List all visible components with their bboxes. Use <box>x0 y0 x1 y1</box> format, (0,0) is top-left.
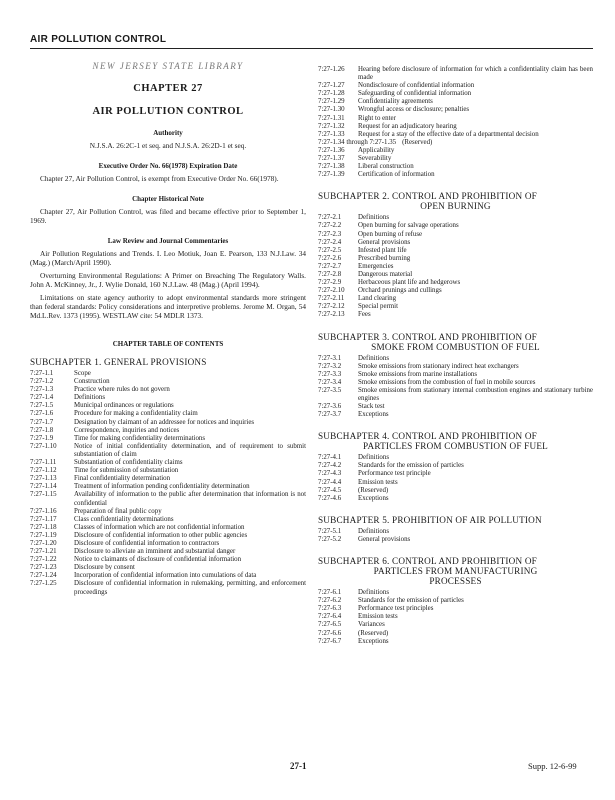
toc-entry <box>318 214 593 222</box>
section-number: 7:27-1.24 <box>30 572 57 580</box>
historical-note-heading: Chapter Historical Note <box>132 195 204 203</box>
toc-entry <box>318 371 593 379</box>
subchapter-3-heading <box>318 332 593 352</box>
toc-entry <box>318 495 593 503</box>
subchapter-6-heading <box>318 556 593 586</box>
section-number: 7:27-1.18 <box>30 523 57 531</box>
section-title: Scope <box>74 370 91 377</box>
toc-entry <box>318 605 593 613</box>
section-number: 7:27-2.1 <box>318 214 342 222</box>
section-number: 7:27-6.2 <box>318 597 342 605</box>
section-number: 7:27-6.3 <box>318 605 342 613</box>
toc-entry <box>318 163 593 171</box>
section-number: 7:27-1.39 <box>318 171 345 179</box>
toc-entry <box>318 470 593 478</box>
toc-entry <box>318 630 593 638</box>
subchapter-5-list <box>318 528 593 544</box>
authority-heading: Authority <box>153 129 183 137</box>
section-number: 7:27-3.2 <box>318 362 342 370</box>
subchapter-2-heading-line: SUBCHAPTER 2. CONTROL AND PROHIBITION OF <box>318 191 537 202</box>
section-number: 7:27-2.2 <box>318 222 342 230</box>
subchapter-2-list <box>318 214 593 319</box>
section-number: 7:27-1.30 <box>318 106 345 114</box>
toc-entry <box>30 483 306 491</box>
toc-entry <box>318 98 593 106</box>
toc-entry <box>318 479 593 487</box>
toc-entry <box>318 115 593 123</box>
section-number: 7:27-2.12 <box>318 303 345 311</box>
toc-entry <box>30 556 306 564</box>
toc-entry <box>318 597 593 605</box>
section-number: 7:27-2.6 <box>318 254 342 262</box>
section-title: Time for making confidentiality determinations <box>74 434 206 442</box>
section-title: Exceptions <box>358 637 389 645</box>
section-title: Correspondence, inquiries and notices <box>74 426 180 434</box>
authority-text: N.J.S.A. 26:2C-1 et seq. and N.J.S.A. 26:2D-1 et seq. <box>89 141 247 150</box>
section-number: 7:27-1.37 <box>318 155 345 163</box>
section-title: Severability <box>358 155 392 163</box>
left-column <box>30 58 306 597</box>
section-number: 7:27-4.5 <box>318 486 342 494</box>
section-title: General provisions <box>358 535 411 543</box>
right-column <box>318 58 593 646</box>
toc-entry <box>30 410 306 418</box>
toc-entry <box>318 255 593 263</box>
section-title: Treatment of information pending confidentiality determination <box>74 483 250 491</box>
section-number: 7:27-1.10 <box>30 442 57 450</box>
toc-entry <box>30 402 306 410</box>
section-number: 7:27-2.3 <box>318 230 342 238</box>
toc-entry <box>318 247 593 255</box>
section-number: 7:27-1.31 <box>318 114 345 122</box>
section-title: Confidentiality agreements <box>358 98 433 106</box>
section-title: Request for an adjudicatory hearing <box>358 122 457 130</box>
toc-entry <box>318 90 593 98</box>
section-title: Safeguarding of confidential information <box>358 90 472 98</box>
section-title: Infested plant life <box>358 246 407 254</box>
section-title: Procedure for making a confidentiality claim <box>74 410 198 418</box>
section-title: Standards for the emission of particles <box>358 597 464 605</box>
toc-entry <box>30 427 306 435</box>
section-number: 7:27-1.34 through 7:27-1.35 <box>318 138 397 146</box>
subchapter-6-heading-line: PARTICLES FROM MANUFACTURING <box>373 566 538 577</box>
subchapter-5-heading: SUBCHAPTER 5. PROHIBITION OF AIR POLLUTION <box>318 514 542 525</box>
subchapter-1-continued-list <box>318 66 593 179</box>
section-number: 7:27-1.15 <box>30 491 57 499</box>
toc-entry <box>318 536 593 544</box>
section-number: 7:27-1.1 <box>30 370 54 377</box>
section-title: Performance test principle <box>358 470 431 478</box>
toc-entry <box>318 303 593 311</box>
toc-entry <box>30 419 306 427</box>
subchapter-3-list <box>318 355 593 420</box>
toc-entry <box>30 532 306 540</box>
section-title: Emission tests <box>358 613 398 621</box>
section-number: 7:27-2.8 <box>318 270 342 278</box>
section-title: Class confidentiality determinations <box>74 515 174 523</box>
toc-entry <box>318 638 593 646</box>
section-number: 7:27-3.1 <box>318 354 342 362</box>
toc-entry <box>318 263 593 271</box>
toc-entry <box>318 287 593 295</box>
section-title: Definitions <box>358 589 390 597</box>
section-title: Special permit <box>358 303 398 311</box>
section-number: 7:27-2.10 <box>318 287 345 295</box>
section-title: Definitions <box>358 354 390 362</box>
section-title: Construction <box>74 378 110 386</box>
toc-entry <box>30 524 306 532</box>
section-title: Herbaceous plant life and hedgerows <box>358 279 461 287</box>
section-number: 7:27-2.4 <box>318 238 342 246</box>
toc-entry <box>318 82 593 90</box>
section-number: 7:27-1.2 <box>30 378 54 386</box>
section-title: Hearing before disclosure of information for which a confidentiality claim has been made <box>358 66 593 82</box>
toc-entry <box>30 508 306 516</box>
subchapter-6-heading-line: SUBCHAPTER 6. CONTROL AND PROHIBITION OF <box>318 556 537 567</box>
toc-entry <box>318 589 593 597</box>
toc-entry <box>318 106 593 114</box>
section-title: Preparation of final public copy <box>74 507 162 515</box>
section-number: 7:27-2.5 <box>318 246 342 254</box>
section-title: Emergencies <box>358 262 394 270</box>
section-title: Smoke emissions from stationary indirect heat exchangers <box>358 362 519 370</box>
toc-entry <box>318 231 593 239</box>
law-review-entry: Limitations on state agency authority to adopt environmental standards more stringent than federal standards: Policy considerations and interpretive problems. Jerome M. Organ, 54 Md.L.Rev. 1373 (1995). WESTLAW cite: 54 MDLR 1373. <box>30 293 306 320</box>
section-title: Orchard prunings and cullings <box>358 287 442 295</box>
section-title: Open burning of refuse <box>358 230 423 238</box>
toc-entry <box>318 295 593 303</box>
toc-entry <box>30 580 306 596</box>
section-number: 7:27-1.26 <box>318 66 345 73</box>
section-title: Exceptions <box>358 411 389 419</box>
toc-entry <box>30 467 306 475</box>
running-head: AIR POLLUTION CONTROL <box>30 34 167 45</box>
law-review-entry: Air Pollution Regulations and Trends. I. Leo Motiuk, Joan E. Pearson, 133 N.J.Law. 34 (Mag.) (March/April 1990). <box>30 249 306 267</box>
section-title: Municipal ordinances or regulations <box>74 402 174 410</box>
toc-entry <box>318 131 593 139</box>
subchapter-2-heading-line: OPEN BURNING <box>420 201 491 212</box>
section-number: 7:27-1.23 <box>30 564 57 572</box>
section-title: Right to enter <box>358 114 396 122</box>
section-title: Liberal construction <box>358 163 414 171</box>
toc-entry <box>318 311 593 319</box>
law-review-heading: Law Review and Journal Commentaries <box>107 237 229 245</box>
toc-entry <box>30 491 306 507</box>
exec-order-heading: Executive Order No. 66(1978) Expiration Date <box>98 162 238 170</box>
subchapter-1-heading: SUBCHAPTER 1. GENERAL PROVISIONS <box>30 357 207 367</box>
section-number: 7:27-1.32 <box>318 122 345 130</box>
header-rule <box>30 48 593 49</box>
section-title: Classes of information which are not confidential information <box>74 523 245 531</box>
section-number: 7:27-1.16 <box>30 507 57 515</box>
section-number: 7:27-6.4 <box>318 613 342 621</box>
section-title: Fees <box>358 311 371 319</box>
subchapter-1-list <box>30 370 306 597</box>
section-title: Applicability <box>358 146 395 154</box>
section-number: 7:27-1.3 <box>30 386 54 394</box>
section-number: 7:27-1.20 <box>30 539 57 547</box>
section-number: 7:27-1.4 <box>30 394 54 402</box>
section-number: 7:27-4.6 <box>318 494 342 502</box>
section-title: Disclosure to alleviate an imminent and substantial danger <box>74 548 236 556</box>
section-number: 7:27-5.1 <box>318 527 342 535</box>
toc-entry <box>318 123 593 131</box>
toc-entry <box>30 540 306 548</box>
section-title: Disclosure by consent <box>74 564 135 572</box>
toc-entry <box>30 564 306 572</box>
section-number: 7:27-3.7 <box>318 411 342 419</box>
section-title: Practice where rules do not govern <box>74 386 170 394</box>
toc-entry <box>318 139 593 147</box>
section-number: 7:27-3.3 <box>318 370 342 378</box>
section-number: 7:27-2.9 <box>318 279 342 287</box>
section-title: Designation by claimant of an addressee for notices and inquiries <box>74 418 255 426</box>
section-title: (Reserved) <box>358 486 389 494</box>
chapter-number: CHAPTER 27 <box>133 83 203 94</box>
section-number: 7:27-6.5 <box>318 621 342 629</box>
subchapter-4-heading-line: PARTICLES FROM COMBUSTION OF FUEL <box>363 441 548 452</box>
section-number: 7:27-2.13 <box>318 311 345 319</box>
section-number: 7:27-1.9 <box>30 434 54 442</box>
section-number: 7:27-2.11 <box>318 295 345 303</box>
section-title: Variances <box>358 621 385 629</box>
section-title: Smoke emissions from stationary internal combustion engines and stationary turbine engines <box>358 386 593 402</box>
toc-entry <box>318 271 593 279</box>
toc-entry <box>30 516 306 524</box>
section-title: Dangerous material <box>358 270 413 278</box>
section-number: 7:27-1.12 <box>30 467 57 475</box>
exec-order-text: Chapter 27, Air Pollution Control, is exempt from Executive Order No. 66(1978). <box>40 174 279 183</box>
section-title: (Reserved) <box>402 138 433 146</box>
toc-entry <box>318 222 593 230</box>
section-title: Prescribed burning <box>358 254 411 262</box>
section-number: 7:27-1.11 <box>30 459 57 467</box>
toc-entry <box>318 528 593 536</box>
section-title: Standards for the emission of particles <box>358 462 464 470</box>
section-number: 7:27-1.14 <box>30 483 57 491</box>
section-title: Incorporation of confidential information into cumulations of data <box>74 572 257 580</box>
section-title: Definitions <box>358 527 390 535</box>
section-number: 7:27-1.38 <box>318 163 345 171</box>
section-number: 7:27-3.4 <box>318 378 342 386</box>
supplement-date: Supp. 12-6-99 <box>528 761 577 771</box>
section-number: 7:27-1.21 <box>30 548 57 556</box>
section-number: 7:27-1.5 <box>30 402 54 410</box>
toc-entry <box>30 386 306 394</box>
toc-entry <box>318 155 593 163</box>
toc-title: CHAPTER TABLE OF CONTENTS <box>112 340 224 348</box>
section-title: Disclosure of confidential information to contractors <box>74 539 220 547</box>
section-number: 7:27-1.36 <box>318 146 345 154</box>
chapter-title: AIR POLLUTION CONTROL <box>92 106 244 117</box>
section-title: Substantiation of confidentiality claims <box>74 459 183 467</box>
toc-entry <box>318 387 593 403</box>
section-number: 7:27-1.33 <box>318 130 345 138</box>
toc-entry <box>30 394 306 402</box>
section-number: 7:27-4.4 <box>318 478 342 486</box>
subchapter-4-list <box>318 454 593 503</box>
section-title: Nondisclosure of confidential information <box>358 82 475 90</box>
section-number: 7:27-1.13 <box>30 475 57 483</box>
section-number: 7:27-1.29 <box>318 98 345 106</box>
toc-entry <box>318 613 593 621</box>
section-number: 7:27-1.22 <box>30 556 57 564</box>
toc-entry <box>318 363 593 371</box>
toc-entry <box>30 548 306 556</box>
section-title: Land clearing <box>358 295 397 303</box>
section-title: Availability of information to the public after determination that information is not confidential <box>74 491 306 507</box>
section-title: Smoke emissions from the combustion of fuel in mobile sources <box>358 378 536 386</box>
toc-entry <box>318 487 593 495</box>
toc-entry <box>318 403 593 411</box>
toc-entry <box>30 378 306 386</box>
section-number: 7:27-1.25 <box>30 580 57 588</box>
section-number: 7:27-1.27 <box>318 82 345 90</box>
section-number: 7:27-1.19 <box>30 531 57 539</box>
section-title: Disclosure of confidential information in rulemaking, permitting, and enforcement proceedings <box>74 580 306 596</box>
subchapter-4-heading-line: SUBCHAPTER 4. CONTROL AND PROHIBITION OF <box>318 431 537 442</box>
section-number: 7:27-2.7 <box>318 262 342 270</box>
section-title: Final confidentiality determination <box>74 475 171 483</box>
toc-entry <box>318 411 593 419</box>
library-stamp: NEW JERSEY STATE LIBRARY <box>92 61 244 71</box>
toc-entry <box>30 459 306 467</box>
section-title: Performance test principles <box>358 605 434 613</box>
subchapter-6-heading-line: PROCESSES <box>429 576 482 587</box>
section-title: Time for submission of substantiation <box>74 467 179 475</box>
section-number: 7:27-4.3 <box>318 470 342 478</box>
law-review-entry: Overturning Environmental Regulations: A Primer on Breaching The Regulatory Walls. John A. McKinney, Jr., J. Wylie Donald, 160 N.J.Law. 48 (Mag.) (April 1994). <box>30 271 306 289</box>
section-number: 7:27-6.7 <box>318 637 342 645</box>
section-title: Open burning for salvage operations <box>358 222 459 230</box>
section-title: Smoke emissions from marine installations <box>358 370 478 378</box>
section-number: 7:27-5.2 <box>318 535 342 543</box>
toc-entry <box>318 279 593 287</box>
subchapter-3-heading-line: SUBCHAPTER 3. CONTROL AND PROHIBITION OF <box>318 331 537 342</box>
section-title: Definitions <box>74 394 106 402</box>
section-title: Exceptions <box>358 494 389 502</box>
section-title: Disclosure of confidential information to other public agencies <box>74 531 248 539</box>
subchapter-6-list <box>318 589 593 646</box>
toc-entry <box>318 355 593 363</box>
section-number: 7:27-4.1 <box>318 454 342 462</box>
section-title: (Reserved) <box>358 629 389 637</box>
page-number: 27-1 <box>290 761 307 771</box>
toc-entry <box>318 147 593 155</box>
section-number: 7:27-1.8 <box>30 426 54 434</box>
subchapter-2-heading <box>318 191 593 211</box>
section-title: Definitions <box>358 214 390 222</box>
historical-note-text: Chapter 27, Air Pollution Control, was filed and became effective prior to September 1, 1969. <box>30 207 306 225</box>
section-title: Stack test <box>358 403 385 411</box>
toc-entry <box>30 443 306 459</box>
subchapter-4-heading <box>318 431 593 451</box>
toc-entry <box>30 370 306 378</box>
toc-entry <box>318 171 593 179</box>
section-number: 7:27-1.28 <box>318 90 345 98</box>
section-number: 7:27-1.6 <box>30 410 54 418</box>
section-title: Wrongful access or disclosure; penalties <box>358 106 470 114</box>
section-number: 7:27-1.7 <box>30 418 54 426</box>
toc-entry <box>318 66 593 82</box>
toc-entry <box>30 475 306 483</box>
toc-entry <box>318 621 593 629</box>
section-number: 7:27-1.17 <box>30 515 57 523</box>
toc-entry <box>318 239 593 247</box>
section-title: Notice of initial confidentiality determination, and of requirement to submit substantiation of claim <box>74 442 306 458</box>
section-number: 7:27-4.2 <box>318 462 342 470</box>
section-number: 7:27-3.6 <box>318 403 342 411</box>
section-number: 7:27-6.1 <box>318 589 342 597</box>
section-title: Emission tests <box>358 478 398 486</box>
section-title: Request for a stay of the effective date of a departmental decision <box>358 130 539 138</box>
toc-entry <box>30 435 306 443</box>
section-title: Definitions <box>358 454 390 462</box>
subchapter-3-heading-line: SMOKE FROM COMBUSTION OF FUEL <box>371 341 540 352</box>
section-title: General provisions <box>358 238 411 246</box>
toc-entry <box>318 462 593 470</box>
section-number: 7:27-3.5 <box>318 386 342 394</box>
section-title: Notice to claimants of disclosure of confidential information <box>74 556 242 564</box>
section-number: 7:27-6.6 <box>318 629 342 637</box>
toc-entry <box>318 379 593 387</box>
section-title: Certification of information <box>358 171 435 179</box>
toc-entry <box>318 454 593 462</box>
toc-entry <box>30 572 306 580</box>
